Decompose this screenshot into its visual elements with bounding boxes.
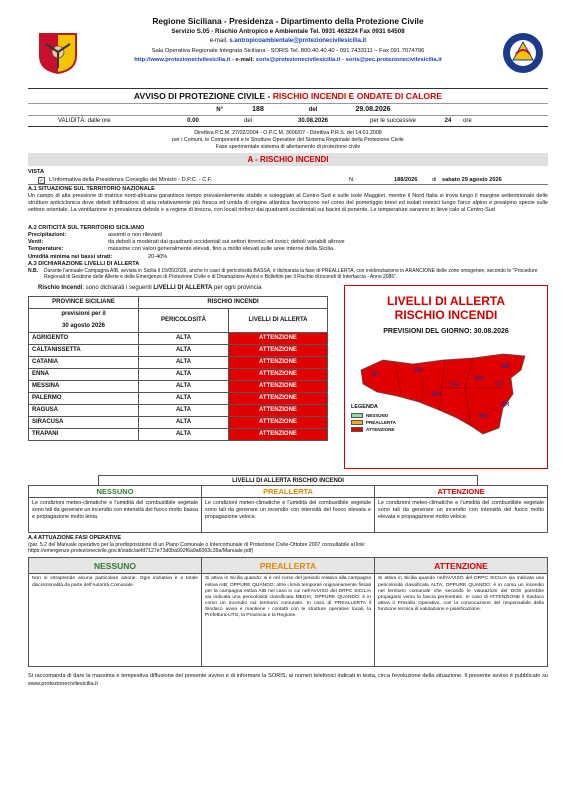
validity-date: 30.08.2026 — [297, 118, 329, 124]
province-row — [29, 404, 328, 416]
avviso-date: 29.08.2026 — [355, 106, 391, 113]
map-province-label: CT — [495, 381, 503, 388]
a2-row — [28, 232, 548, 239]
level-description: Le condizioni meteo-climatiche e l'umidità del combustibile vegetale sono tali da generare un incendio con intensità del fuoco molto bassa e propagazione molto lenta. — [32, 499, 198, 520]
province-name: TRAPANI — [29, 428, 139, 440]
legend-label: ATTENZIONE — [366, 426, 395, 432]
legend-item — [351, 412, 396, 419]
map-province-label: AG — [431, 391, 440, 398]
phase-column — [29, 558, 202, 666]
th-previsioni: previsioni per il — [29, 308, 139, 320]
legend-title: LEGENDA — [351, 403, 378, 410]
a2-rows — [28, 232, 548, 262]
levels-section — [28, 475, 548, 533]
map-province-label: EN — [475, 375, 484, 382]
province-livello: ATTENZIONE — [229, 428, 328, 440]
phase-header: ATTENZIONE — [375, 558, 547, 574]
map-legend — [351, 404, 396, 433]
alert-levels-area — [28, 285, 548, 471]
province-pericolosita: ALTA — [139, 404, 229, 416]
sala-operativa-line: Sala Operativa Regionale Integrata Siciliana - SORIS Tel. 800.40.40.40 - 091.7433111 – Fax 091.7074796 — [151, 48, 425, 54]
vista-di: di — [432, 177, 437, 183]
province-pericolosita: ALTA — [139, 416, 229, 428]
province-name: AGRIGENTO — [29, 332, 139, 344]
level-description: Le condizioni meteo-climatiche e l'umidità del combustibile vegetale sono tali da generare un incendio con intensità del fuoco elevata e propagazione veloce. — [205, 499, 371, 520]
legend-swatch — [351, 413, 363, 418]
avviso-block — [28, 88, 548, 127]
avviso-title-risk: RISCHIO INCENDI E ONDATE DI CALORE — [272, 91, 443, 101]
contacts-line — [28, 57, 548, 63]
province-row — [29, 416, 328, 428]
level-column — [202, 486, 375, 532]
province-pericolosita: ALTA — [139, 428, 229, 440]
avviso-number: 188 — [252, 106, 264, 113]
vista-text: L'Informativa della Presidenza Consiglio dei Ministri - D.P.C. - C.F. — [49, 177, 213, 183]
province-pericolosita: ALTA — [139, 344, 229, 356]
intro-c: LIVELLI DI ALLERTA — [153, 284, 213, 291]
directive-line-3: Fase sperimentale sistema di allertamento di protezione civile — [215, 144, 361, 150]
a1-title: A.1 SITUAZIONE SUL TERRITORIO NAZIONALE — [28, 186, 155, 192]
level-description: Le condizioni meteo-climatiche e l'umidità del combustibile vegetale sono tali da generare un incendio con intensità del fuoco molto elevata e propagazione molto veloce. — [378, 499, 544, 520]
intro-a: Rischio Incendi — [38, 284, 83, 291]
checkbox-icon[interactable]: ✓ — [39, 177, 44, 184]
province-row — [29, 332, 328, 344]
number-label: N° — [216, 106, 223, 113]
province-pericolosita: ALTA — [139, 368, 229, 380]
map-province-label: CL — [451, 381, 459, 388]
a2-title: A.2 CRITICITÀ SUL TERRITORIO SICILIANO — [28, 224, 145, 231]
a2-row — [28, 239, 548, 246]
a3-section — [28, 261, 548, 280]
map-province-label: TP — [371, 371, 379, 378]
map-title-1: LIVELLI DI ALLERTA — [387, 293, 505, 308]
validity-row — [28, 115, 548, 126]
phase-column — [202, 558, 375, 666]
legend-swatch — [351, 427, 363, 432]
a1-text: Un campo di alta pressione di matrice nord-africana garantisce tempo prevalentemente stabile e soleggiato al Centro-Sud e sulle isole Maggiori, mentre il Nord Italia si trova lungo il margine settentrionale delle strutture anticiclonica dove deboli infiltrazioni di aria relativamente più fresca ed umida di origine atlantica favoriscono nel corso del pomeriggio brevi ed isolati rovesci lungo l'arco alpino e prealpino specie sulle settore orientale. La ventilazione in prevalenza debole e a regime di brezza, con locali rinforzi dai quadranti occidentali sui bacini di ponente. Le temperature saranno in lieve calo al Centro-Sud — [28, 193, 548, 214]
service-line: Servizio S.05 - Rischio Antropico e Ambientale Tel. 0931 463224 Fax 0931 64508 — [171, 28, 405, 35]
a2-row-label: Temperature: — [28, 246, 64, 253]
province-pericolosita: ALTA — [139, 392, 229, 404]
level-header: PREALLERTA — [202, 486, 374, 498]
vista-n-label: N. — [349, 177, 355, 183]
department-name: Regione Siciliana - Presidenza - Dipartimento della Protezione Civile — [152, 16, 424, 26]
th-livelli: LIVELLI DI ALLERTA — [229, 308, 328, 332]
a2-section — [28, 225, 548, 262]
province-pericolosita: ALTA — [139, 332, 229, 344]
intro-d: per ogni provincia — [212, 284, 262, 291]
phase-description: Si attiva in Sicilia quando nell'AVVISO del DRPC SICILIA sia indicata una pericolosità classificata ALTA; OPPURE QUANDO: è in corso un incendio nel territorio comunale che secondo le valutazioni del DOS potrebbe propagarsi verso la fascia perimetrale. In caso di ATTENZIONE il Sindaco attiva il Presidio Operativo, con la convocazione del responsabile della funzione tecnica di valutazione e pianificazione. — [378, 576, 544, 612]
legend-item — [351, 419, 396, 426]
email-label: e-mail, — [209, 38, 228, 44]
phase-header: PREALLERTA — [202, 558, 374, 574]
pec-separator: - — [342, 57, 344, 63]
phases-grid — [28, 557, 548, 667]
a3-title: A.3 DICHIARAZIONE LIVELLI DI ALLERTA — [28, 261, 140, 268]
province-name: CALTANISSETTA — [29, 344, 139, 356]
soris-email-link[interactable]: soris@protezionecivilesicilia.it — [255, 57, 341, 63]
legend-items — [351, 412, 396, 433]
section-a-title: A - RISCHIO INCENDI — [28, 153, 548, 166]
province-name: PALERMO — [29, 392, 139, 404]
alert-document — [28, 12, 548, 792]
province-livello: ATTENZIONE — [229, 404, 328, 416]
province-name: MESSINA — [29, 380, 139, 392]
a2-row-value: assenti o non rilevanti — [108, 231, 163, 238]
th-risk: RISCHIO INCENDI — [139, 296, 328, 308]
province-livello: ATTENZIONE — [229, 368, 328, 380]
email2-label: - e-mail: — [231, 57, 255, 63]
vista-number: 188/2026 — [394, 177, 418, 183]
validity-label: VALIDITÀ: dalle ore — [58, 118, 111, 124]
th-date: 30 agosto 2026 — [29, 320, 139, 332]
nb-text: Durante l'annuale Campagna AIB, avviata in Sicilia il 15/05/2026, anche in caso di pericolosità BASSA, è dichiarata la fase di PREALLERTA, con evidenziazione in ARANCIONE delle zone omogenee, secondo le "Procedure Regionali di Gestione delle Allerte e delle Emergenze di Protezione Civile e di Diramazione Avvisi e Bollettini per il Rischio di incendi di Interfaccia - Anno 2086". — [44, 268, 538, 281]
legend-swatch — [351, 420, 363, 425]
map-province-label: ME — [501, 363, 510, 370]
levels-title: LIVELLI DI ALLERTA RISCHIO INCENDI — [98, 475, 478, 485]
website-link[interactable]: http://www.protezionecivilesicilia.it — [134, 57, 231, 63]
validity-hours: 24 — [444, 118, 452, 124]
phase-header: NESSUNO — [29, 558, 201, 574]
province-row — [29, 428, 328, 440]
avviso-title-prefix: AVVISO DI PROTEZIONE CIVILE - — [133, 91, 273, 101]
a2-row-value: 20-40% — [148, 253, 168, 260]
province-row — [29, 368, 328, 380]
intro-b: : sono dichiarati i seguenti — [82, 284, 154, 291]
validity-del: del — [243, 118, 252, 124]
a4-text: (par. 5.2 del Manuale operativo per la predisposizione di un Piano Comunale o Intercomunale di Protezione Civile-Ottobre 2007 consultabile al link: — [28, 541, 366, 548]
province-name: CATANIA — [29, 356, 139, 368]
a4-title: A.4 ATTUAZIONE FASI OPERATIVE — [28, 534, 122, 541]
directive-line-1: Direttiva P.C.M. 27/02/2004 - O.P.C.M. 3606/07 - Direttiva P.R.S. del 14.01.2008 — [194, 130, 382, 136]
avviso-number-row — [28, 104, 548, 115]
a2-row-label: Umidità minima nei bassi strati: — [28, 253, 113, 260]
avviso-title — [28, 89, 548, 104]
email-link[interactable]: s.antropicoambientale@protezionecivilesicilia.it — [229, 38, 367, 44]
province-livello: ATTENZIONE — [229, 344, 328, 356]
a4-section — [28, 535, 548, 555]
nb-label: N.B. — [28, 268, 38, 275]
th-pericolosita: PERICOLOSITÀ — [139, 308, 229, 332]
province-livello: ATTENZIONE — [229, 356, 328, 368]
map-forecast-line — [345, 328, 547, 335]
province-table — [28, 296, 328, 441]
validity-hour: 0.00 — [187, 118, 199, 124]
phase-description: Si attiva in Sicilia quando: si è nel corso del periodo relativo alla campagna estiva AIB; OPPURE QUANDO: oltre i limiti temporali originariamente fissati per la campagna estiva AIB nel caso in cui nell'AVVISO del DRPC SICILIA sia indicata una pericolosità classificata MEDIA; OPPURE QUANDO: è in corso un incendio sul territorio comunale. In caso di PREALLERTA il Sindaco avvia e mantiene i contatti con le strutture operative locali, la Prefettura-UTG, la Provincia e la Regione. — [205, 576, 371, 619]
province-row — [29, 392, 328, 404]
a2-row-label: Precipitazioni: — [28, 231, 67, 238]
vista-label: VISTA — [28, 169, 45, 175]
level-column — [29, 486, 202, 532]
a2-row-value: da deboli a moderati dai quadranti occidentali sui settori tirrenici ed ionici; deboli variabili altrove — [108, 239, 345, 246]
document-header — [28, 12, 548, 86]
map-province-label: PA — [415, 367, 423, 374]
a1-section — [28, 186, 548, 215]
nb-note — [28, 268, 548, 280]
email-line — [28, 38, 548, 44]
phase-column — [375, 558, 547, 666]
province-livello: ATTENZIONE — [229, 380, 328, 392]
province-pericolosita: ALTA — [139, 356, 229, 368]
a4-link[interactable]: https://emergenze.protezionecivile.gov.it/static/aefd7127e73d0ba992f6a9a6063c39a/Manuale.pdf) — [28, 548, 254, 555]
map-province-label: SR — [501, 401, 510, 408]
directive-block — [28, 130, 548, 151]
map-forecast-label: PREVISIONI DEL GIORNO: — [383, 327, 472, 335]
sicily-region-logo — [38, 30, 78, 74]
province-livello: ATTENZIONE — [229, 392, 328, 404]
pec-email-link[interactable]: soris@pec.protezionecivilesicilia.it — [345, 57, 442, 63]
legend-label: NESSUNO — [366, 412, 389, 418]
phase-description: Non si intraprende alcuna particolare azione. Ogni iniziativa è a totale discrezionalità da parte dell'Autorità Comunale. — [32, 576, 198, 588]
province-name: RAGUSA — [29, 404, 139, 416]
map-box — [344, 285, 548, 469]
level-header: NESSUNO — [29, 486, 201, 498]
a2-row — [28, 254, 548, 261]
date-label: del — [308, 106, 318, 113]
vista-date: sabato 29 agosto 2026 — [442, 177, 502, 183]
vista-row — [28, 176, 548, 185]
hours-unit: ore — [463, 118, 472, 124]
province-name: ENNA — [29, 368, 139, 380]
province-row — [29, 344, 328, 356]
levels-grid — [28, 485, 548, 533]
province-livello: ATTENZIONE — [229, 416, 328, 428]
map-forecast-date: 30.08.2026 — [473, 327, 509, 335]
next-hours-label: per le successive — [369, 118, 417, 124]
map-province-label: RG — [479, 413, 488, 420]
province-row — [29, 380, 328, 392]
a2-row-value: massime con valori generalmente elevati, fino a molto elevati sulle aree interne della Sicilia. — [108, 246, 335, 253]
a2-row-label: Venti: — [28, 239, 44, 246]
rischio-intro — [28, 285, 338, 296]
map-title-2: RISCHIO INCENDI — [394, 307, 498, 322]
province-table-body — [29, 332, 328, 440]
legend-label: PREALLERTA — [366, 419, 396, 425]
province-table-block — [28, 285, 338, 471]
civil-protection-logo — [502, 32, 544, 74]
level-header: ATTENZIONE — [375, 486, 547, 498]
province-name: SIRACUSA — [29, 416, 139, 428]
province-livello: ATTENZIONE — [229, 332, 328, 344]
a2-row — [28, 246, 548, 253]
th-province: PROVINCE SICILIANE — [29, 296, 139, 308]
vista-section — [28, 169, 548, 185]
footer-note: Si raccomanda di dare la massima e tempestiva diffusione del presente avviso e di informare la SORIS, ai numeri telefonici indicati in testa, circa l'evoluzione della situazione. Il presente avviso è pubblicato su www.protezionecivilesicilia.it — [28, 673, 548, 687]
province-row — [29, 356, 328, 368]
directive-line-2: per i Comuni, le Componenti e le Strutture Operative del Sistema Regionale della Protezione Civile — [172, 137, 404, 143]
province-pericolosita: ALTA — [139, 380, 229, 392]
legend-item — [351, 426, 396, 433]
level-column — [375, 486, 547, 532]
